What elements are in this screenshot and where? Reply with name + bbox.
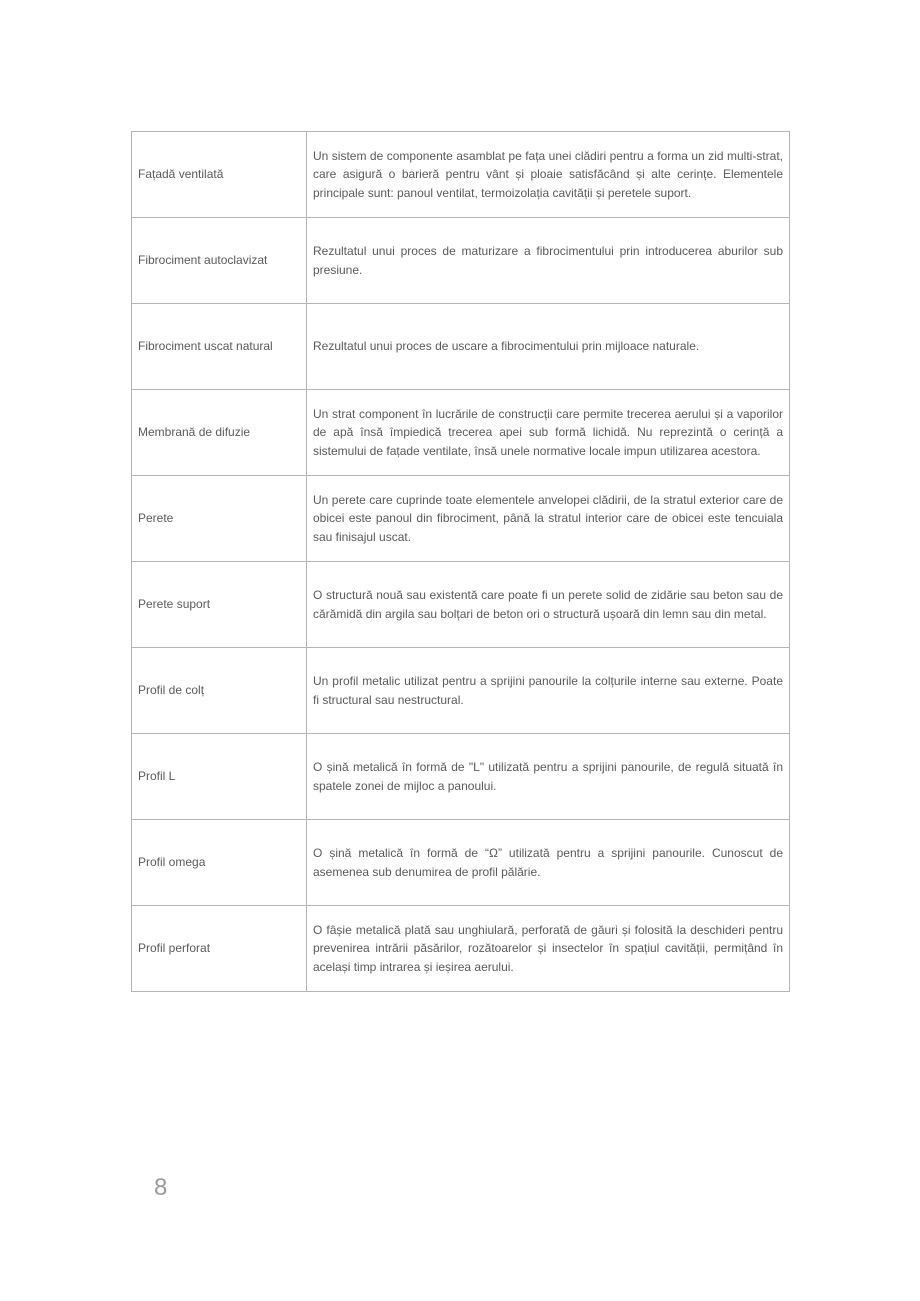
glossary-definition: Un profil metalic utilizat pentru a sprijini panourile la colțurile interne sau externe. Poate fi structural sau nestructural. <box>307 648 790 734</box>
glossary-definition: Un strat component în lucrările de construcții care permite trecerea aerului și a vaporilor de apă însă împiedică trecerea apei sub formă lichidă. Nu reprezintă o cerință a sistemului de fațade ventilate, însă unele normative locale impun utilizarea acestora. <box>307 390 790 476</box>
table-row <box>132 906 790 992</box>
glossary-definition: Un sistem de componente asamblat pe fața unei clădiri pentru a forma un zid multi-strat, care asigură o barieră pentru vânt și ploaie satisfăcând și alte cerințe. Elementele principale sunt: panoul ventilat, termoizolația cavității și peretele suport. <box>307 132 790 218</box>
glossary-term: Profil perforat <box>132 906 307 992</box>
page-number: 8 <box>154 1174 168 1201</box>
glossary-term: Profil L <box>132 734 307 820</box>
table-row <box>132 562 790 648</box>
table-row <box>132 820 790 906</box>
glossary-term: Perete <box>132 476 307 562</box>
table-row <box>132 734 790 820</box>
glossary-term: Perete suport <box>132 562 307 648</box>
glossary-term: Fibrociment uscat natural <box>132 304 307 390</box>
glossary-definition: Rezultatul unui proces de uscare a fibrocimentului prin mijloace naturale. <box>307 304 790 390</box>
glossary-definition: O șină metalică în formă de “Ω” utilizată pentru a sprijini panourile. Cunoscut de asemenea sub denumirea de profil pălărie. <box>307 820 790 906</box>
table-row <box>132 390 790 476</box>
glossary-term: Fibrociment autoclavizat <box>132 218 307 304</box>
table-row <box>132 218 790 304</box>
table-row <box>132 132 790 218</box>
glossary-definition: Un perete care cuprinde toate elementele anvelopei clădirii, de la stratul exterior care de obicei este panoul din fibrociment, până la stratul interior care de obicei este tencuiala sau finisajul uscat. <box>307 476 790 562</box>
glossary-definition: O șină metalică în formă de "L" utilizată pentru a sprijini panourile, de regulă situată în spatele zonei de mijloc a panoului. <box>307 734 790 820</box>
glossary-term: Fațadă ventilată <box>132 132 307 218</box>
table-row <box>132 476 790 562</box>
glossary-table <box>131 131 790 992</box>
glossary-definition: O structură nouă sau existentă care poate fi un perete solid de zidărie sau beton sau de cărămidă din argila sau bolțari de beton ori o structură ușoară din lemn sau din metal. <box>307 562 790 648</box>
table-row <box>132 648 790 734</box>
glossary-term: Profil de colț <box>132 648 307 734</box>
glossary-term: Membrană de difuzie <box>132 390 307 476</box>
glossary-definition: Rezultatul unui proces de maturizare a fibrocimentului prin introducerea aburilor sub presiune. <box>307 218 790 304</box>
glossary-term: Profil omega <box>132 820 307 906</box>
glossary-definition: O fâșie metalică plată sau unghiulară, perforată de găuri și folosită la deschideri pentru prevenirea intrării păsărilor, rozătoarelor și insectelor în spațiul cavității, permițând în același timp intrarea și ieșirea aerului. <box>307 906 790 992</box>
table-row <box>132 304 790 390</box>
